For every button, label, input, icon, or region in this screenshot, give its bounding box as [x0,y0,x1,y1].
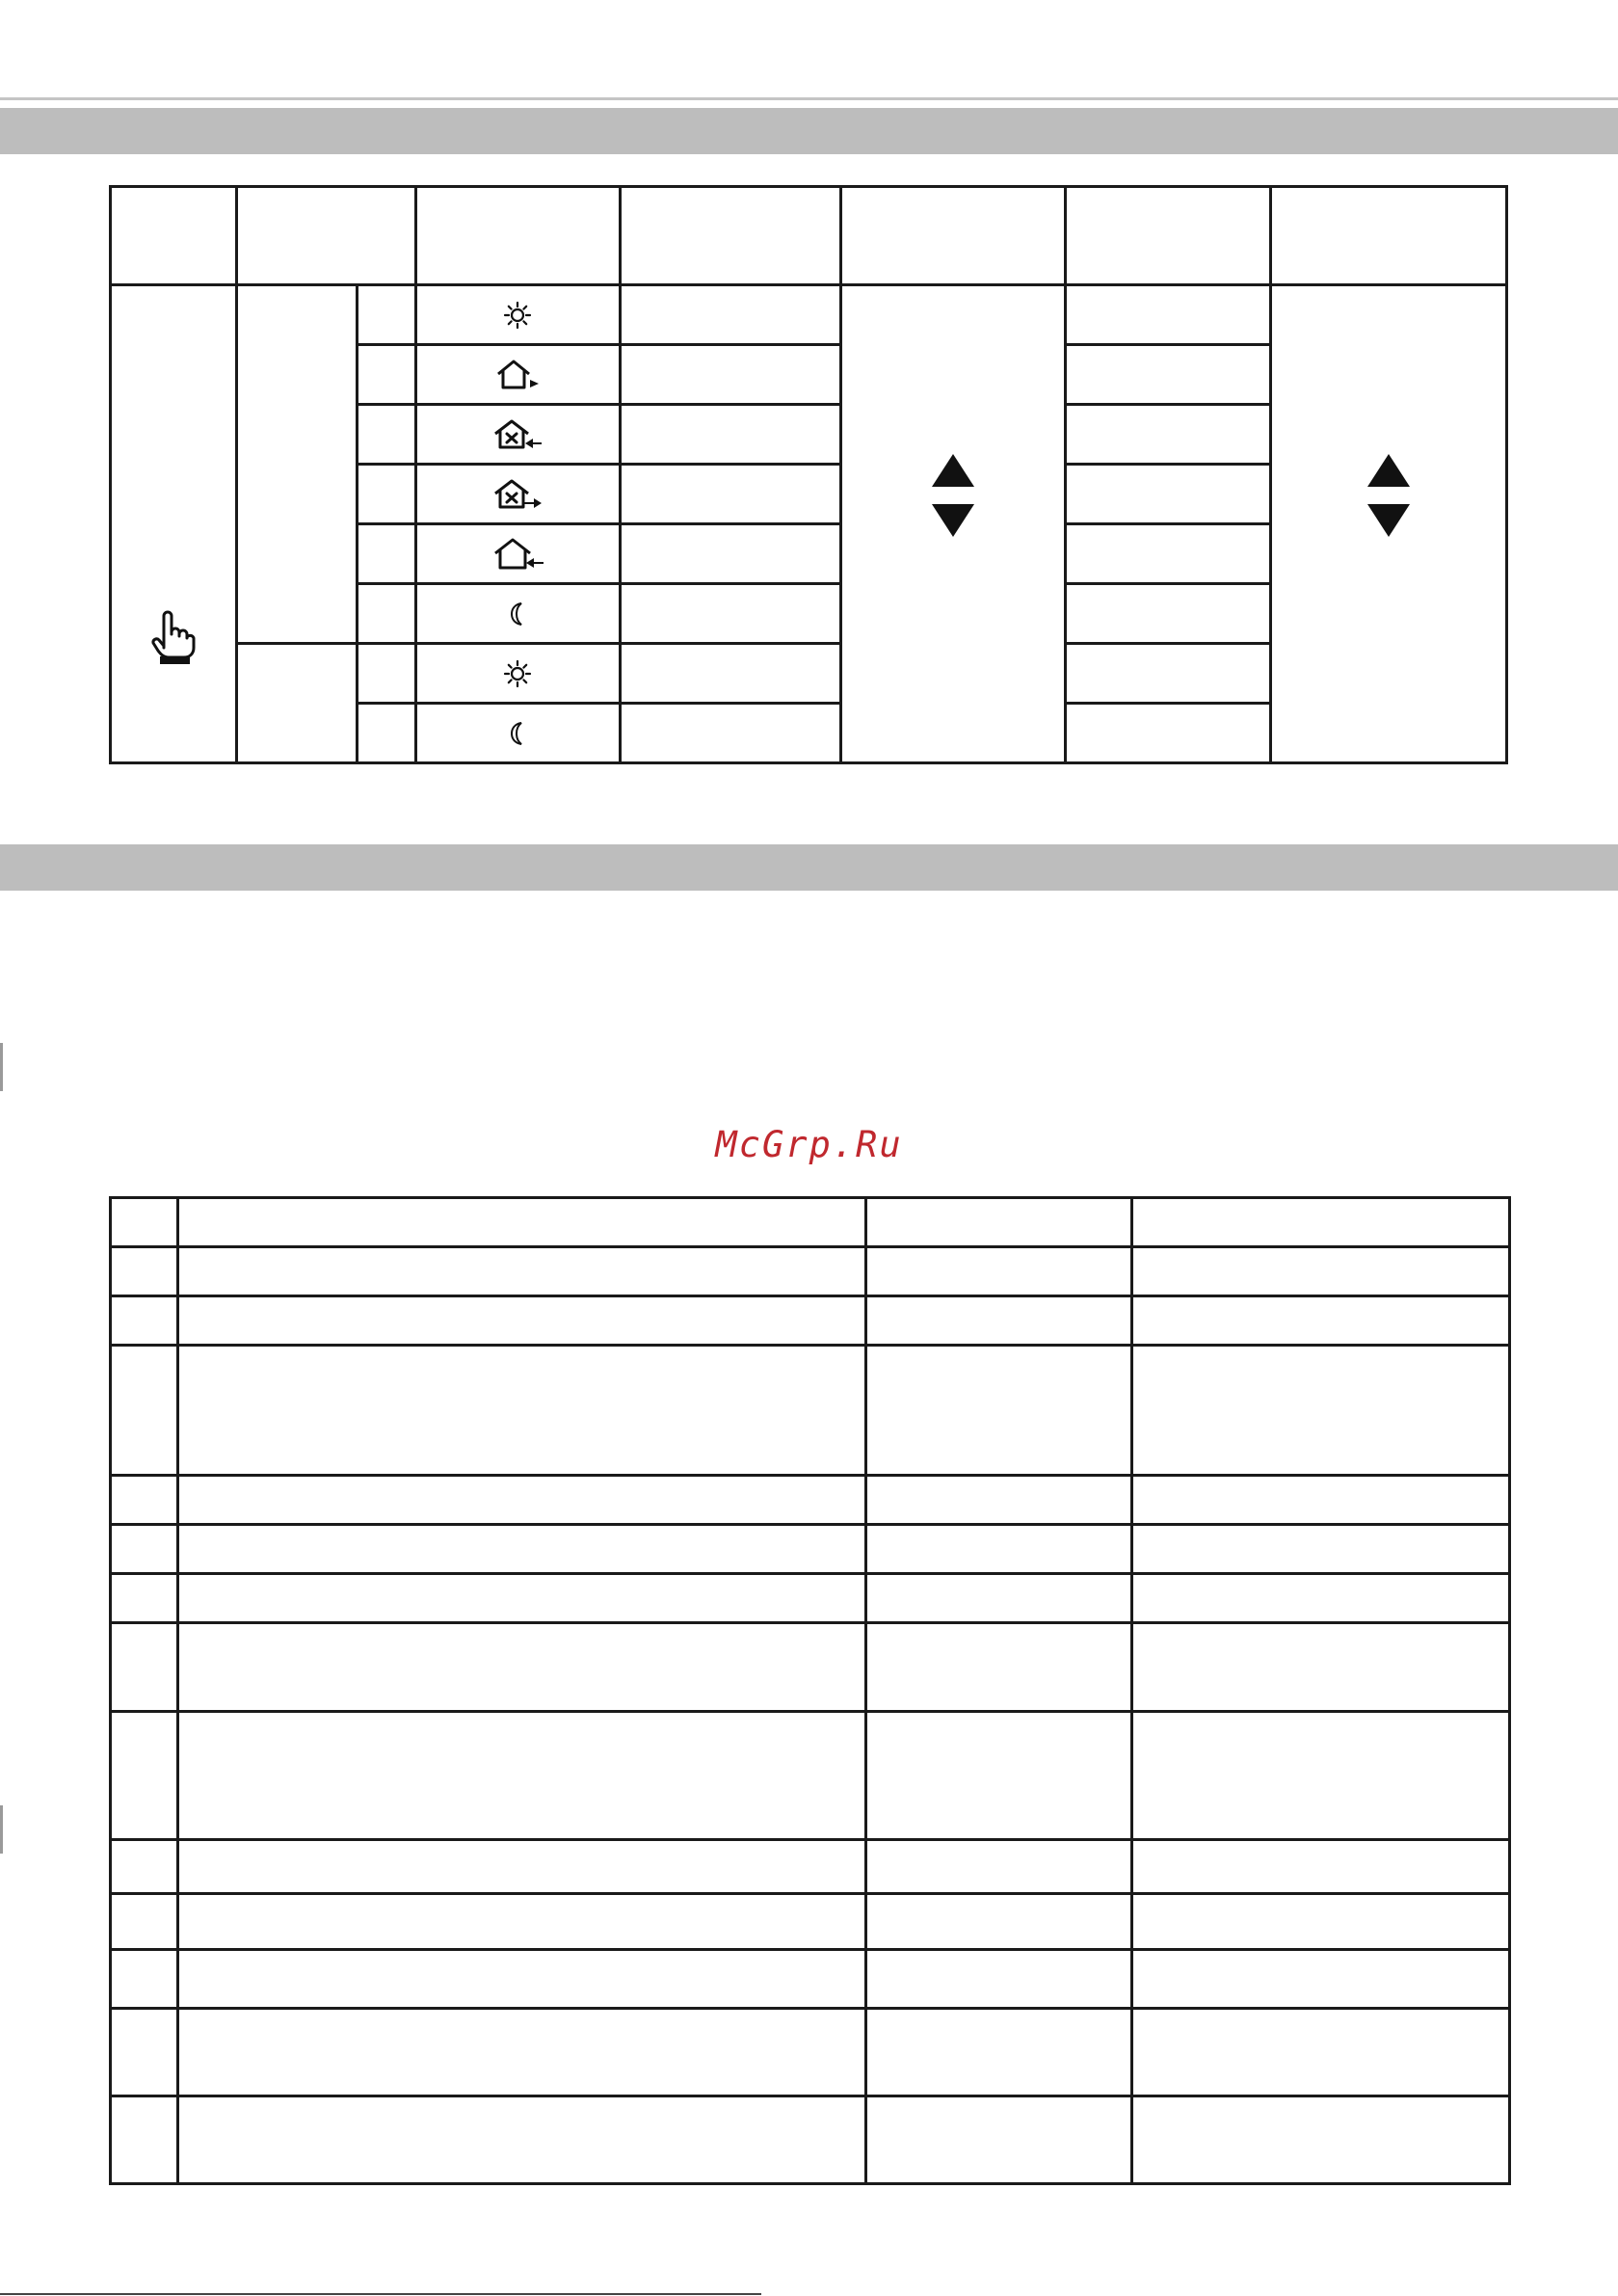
table-row [111,1712,1510,1840]
house-cross-exit-icon [492,478,543,511]
table-cell [866,1712,1132,1840]
table-cell [866,1950,1132,2009]
value-cell [1066,285,1271,345]
table-cell [1132,2009,1510,2096]
value-cell [1066,405,1271,465]
table-cell [178,1247,866,1296]
table-row [111,1476,1510,1525]
table-cell [866,2096,1132,2184]
top-rule [0,97,1618,100]
icon-cell [415,524,620,584]
header-cell [840,187,1065,285]
header-cell [1132,1198,1510,1247]
house-cross-enter-icon [492,418,543,451]
section-header-band-2 [0,844,1618,891]
section-header-band-1 [0,108,1618,154]
table-cell [111,1950,178,2009]
table-cell [178,1894,866,1950]
table1-header-row [111,187,1507,285]
table-row [111,1296,1510,1346]
table-cell [866,1894,1132,1950]
table-row [111,2096,1510,2184]
header-cell [237,187,415,285]
table-cell [866,1525,1132,1574]
value-cell [1066,465,1271,524]
header-cell [415,187,620,285]
table-cell [111,1296,178,1346]
table-cell [111,1712,178,1840]
table-cell [178,2009,866,2096]
table-row [111,2009,1510,2096]
table-cell [1132,1950,1510,2009]
table-row [111,1950,1510,2009]
table-cell [1132,1623,1510,1712]
table-cell [178,1525,866,1574]
triangle-down-icon[interactable] [932,504,974,537]
table-cell [178,1712,866,1840]
table-cell [1132,1525,1510,1574]
group-cell-a [237,285,357,644]
header-cell [866,1198,1132,1247]
index-cell [357,524,415,584]
bottom-rule [0,2293,761,2295]
table-cell [178,1346,866,1476]
icon-cell [415,345,620,405]
value-cell [1066,704,1271,763]
header-cell [111,1198,178,1247]
hand-pointer-icon [151,607,196,665]
table-cell [178,1623,866,1712]
index-cell [357,285,415,345]
index-cell [357,465,415,524]
table-cell [178,1950,866,2009]
table-row [111,1894,1510,1950]
value-cell [621,345,840,405]
table-cell [866,1574,1132,1623]
icon-cell [415,465,620,524]
table-cell [866,1840,1132,1894]
triangle-up-icon[interactable] [932,454,974,487]
house-enter-icon [491,537,544,572]
value-cell [621,524,840,584]
table-cell [111,1574,178,1623]
table-row [111,1346,1510,1476]
table-cell [1132,1476,1510,1525]
value-cell [621,704,840,763]
moon-icon [507,720,528,747]
table-cell [178,1840,866,1894]
value-cell [1066,345,1271,405]
sun-icon [503,659,532,688]
group-cell-b [237,644,357,763]
table-cell [111,2009,178,2096]
table-cell [1132,2096,1510,2184]
index-cell [357,704,415,763]
value-cell [1066,524,1271,584]
table-cell [866,2009,1132,2096]
value-cell [1066,644,1271,704]
table-row [111,1525,1510,1574]
table-row [111,1574,1510,1623]
index-cell [357,644,415,704]
table-cell [866,1247,1132,1296]
value-cell [621,285,840,345]
table-cell [178,1574,866,1623]
table-cell [178,1476,866,1525]
icon-cell [415,285,620,345]
table-cell [1132,1574,1510,1623]
table-row [111,1840,1510,1894]
table-cell [1132,1840,1510,1894]
header-cell [111,187,237,285]
table-cell [866,1476,1132,1525]
icon-cell [415,704,620,763]
table-cell [111,1623,178,1712]
table-row [111,1623,1510,1712]
value-cell [621,405,840,465]
index-cell [357,345,415,405]
table-cell [111,1476,178,1525]
table-cell [111,2096,178,2184]
table-cell [178,1296,866,1346]
table-row [111,1247,1510,1296]
table-row [111,285,1507,345]
value-cell [621,584,840,644]
table-cell [111,1894,178,1950]
header-cell [621,187,840,285]
table-cell [111,1840,178,1894]
value-cell [621,644,840,704]
triangle-down-icon[interactable] [1367,504,1410,537]
table-cell [866,1296,1132,1346]
edge-mark [0,1043,3,1091]
table-cell [1132,1296,1510,1346]
program-settings-table [109,185,1508,764]
value-cell [1066,584,1271,644]
icon-cell [415,584,620,644]
index-cell [357,584,415,644]
table-cell [178,2096,866,2184]
house-exit-icon [494,359,541,391]
header-cell [1066,187,1271,285]
table-cell [1132,1346,1510,1476]
table-cell [866,1346,1132,1476]
value-cell [621,465,840,524]
table-cell [111,1525,178,1574]
mode-cell [111,285,237,763]
icon-cell [415,405,620,465]
header-cell [178,1198,866,1247]
table-cell [111,1247,178,1296]
table-cell [1132,1712,1510,1840]
adjust-cell-2 [1271,285,1507,763]
sun-icon [503,301,532,330]
table-cell [1132,1894,1510,1950]
triangle-up-icon[interactable] [1367,454,1410,487]
edge-mark [0,1805,3,1854]
moon-icon [507,601,528,627]
parameter-table [109,1196,1511,2185]
icon-cell [415,644,620,704]
table-cell [111,1346,178,1476]
adjust-cell-1 [840,285,1065,763]
watermark: McGrp.Ru [715,1124,903,1165]
table-cell [1132,1247,1510,1296]
header-cell [1271,187,1507,285]
table-cell [866,1623,1132,1712]
table2-header-row [111,1198,1510,1247]
index-cell [357,405,415,465]
